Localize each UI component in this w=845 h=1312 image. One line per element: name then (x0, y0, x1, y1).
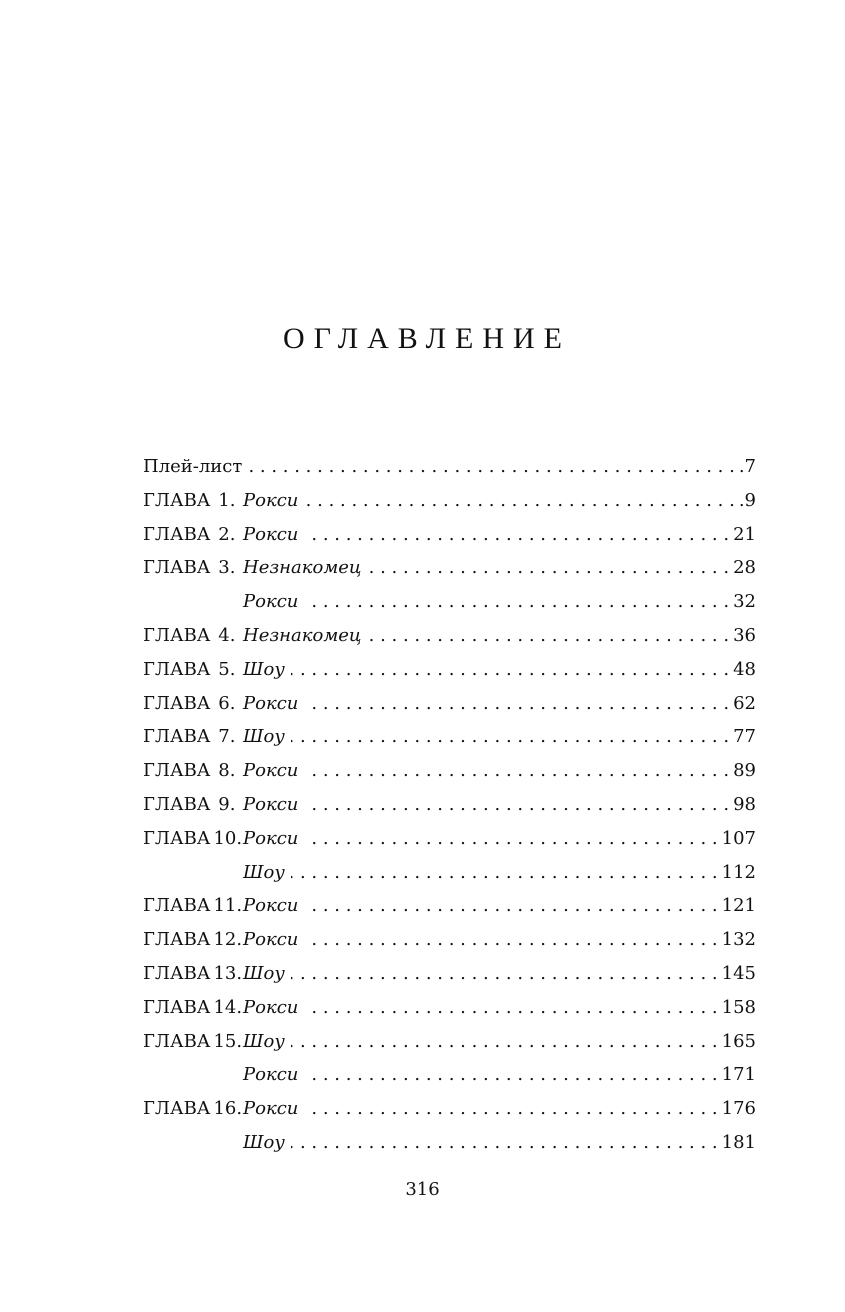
toc-page-number: 158 (721, 996, 756, 1018)
toc-chapter-name: Шоу (243, 861, 285, 883)
toc-entry[interactable] (143, 822, 756, 856)
toc-entry-label: Плей-лист (143, 456, 243, 477)
toc-leader-dots (304, 788, 729, 822)
toc-page-number: 112 (721, 861, 756, 883)
toc-chapter-word: ГЛАВА (143, 658, 211, 680)
toc-chapter-name: Шоу (243, 658, 285, 680)
toc-page-number: 28 (733, 557, 756, 579)
toc-chapter-number: 5. (218, 658, 236, 680)
toc-entry[interactable] (143, 1058, 756, 1092)
toc-chapter-number: 9. (218, 793, 236, 815)
toc-chapter-name: Рокси (243, 1064, 299, 1086)
toc-entry[interactable] (143, 450, 756, 484)
toc-leader-dots (304, 518, 729, 552)
toc-entry[interactable] (143, 1126, 756, 1160)
toc-chapter-word: ГЛАВА (143, 624, 211, 646)
toc-entry[interactable] (143, 991, 756, 1025)
toc-page-number: 32 (733, 591, 756, 613)
toc-leader-dots (291, 856, 718, 890)
toc-entry[interactable] (143, 889, 756, 923)
toc-entry[interactable] (143, 484, 756, 518)
toc-chapter-heading (143, 687, 239, 721)
toc-chapter-heading (143, 754, 239, 788)
toc-chapter-word: ГЛАВА (143, 895, 211, 917)
toc-chapter-number: 4. (218, 624, 236, 646)
toc-page-number: 165 (721, 1030, 756, 1052)
toc-chapter-name: Рокси (243, 692, 299, 714)
toc-chapter-heading (143, 551, 239, 585)
toc-entry[interactable] (143, 1025, 756, 1059)
toc-chapter-heading (143, 619, 239, 653)
toc-page-number: 145 (721, 962, 756, 984)
toc-chapter-number: 6. (218, 692, 236, 714)
toc-leader-dots (367, 551, 729, 585)
toc-chapter-name: Рокси (243, 1098, 299, 1120)
toc-chapter-number: 16. (213, 1098, 243, 1120)
toc-page-number: 176 (721, 1098, 756, 1120)
toc-entry[interactable] (143, 619, 756, 653)
toc-leader-dots (248, 450, 734, 484)
toc-entry[interactable] (143, 957, 756, 991)
toc-leader-dots (304, 991, 717, 1025)
toc-chapter-heading (143, 484, 239, 518)
toc-page-number: 121 (721, 895, 756, 917)
toc-chapter-word: ГЛАВА (143, 1098, 211, 1120)
toc-entry[interactable] (143, 1092, 756, 1126)
toc-chapter-name: Шоу (243, 1030, 285, 1052)
toc-chapter-word: ГЛАВА (143, 523, 211, 545)
toc-chapter-heading (143, 653, 239, 687)
toc-chapter-heading (143, 1092, 243, 1126)
toc-chapter-number: 10. (213, 827, 243, 849)
toc-page-number: 171 (721, 1064, 756, 1086)
toc-chapter-heading (143, 991, 243, 1025)
toc-chapter-number: 13. (213, 962, 243, 984)
page-title: ОГЛАВЛЕНИЕ (283, 322, 571, 355)
toc-chapter-word: ГЛАВА (143, 793, 211, 815)
toc-chapter-heading (143, 788, 239, 822)
page-number: 316 (405, 1179, 440, 1200)
toc-page-number: .9 (738, 489, 756, 511)
toc-entry[interactable] (143, 585, 756, 619)
toc-leader-dots (304, 1092, 717, 1126)
toc-leader-dots (304, 585, 729, 619)
toc-page-number: 36 (733, 624, 756, 646)
toc-chapter-name: Незнакомец (243, 557, 362, 579)
toc-leader-dots (304, 889, 717, 923)
toc-leader-dots (304, 687, 729, 721)
toc-chapter-name: Рокси (243, 793, 299, 815)
toc-page-number: 89 (733, 760, 756, 782)
toc-chapter-word: ГЛАВА (143, 726, 211, 748)
toc-leader-dots (291, 720, 729, 754)
toc-leader-dots (291, 653, 729, 687)
toc-entry[interactable] (143, 754, 756, 788)
toc-chapter-name: Рокси (243, 489, 299, 511)
toc-leader-dots (367, 619, 729, 653)
toc-chapter-number: 7. (218, 726, 236, 748)
toc-chapter-word: ГЛАВА (143, 929, 211, 951)
toc-page-number: 98 (733, 793, 756, 815)
toc-chapter-heading (143, 822, 243, 856)
toc-page-number: 21 (733, 523, 756, 545)
toc-chapter-number: 2. (218, 523, 236, 545)
toc-entry[interactable] (143, 687, 756, 721)
toc-chapter-name: Рокси (243, 523, 299, 545)
toc-page-number: 181 (721, 1131, 756, 1153)
toc-chapter-heading (143, 720, 239, 754)
toc-chapter-heading (143, 518, 239, 552)
toc-chapter-name: Шоу (243, 726, 285, 748)
toc-page-number: 132 (721, 929, 756, 951)
toc-chapter-number: 15. (213, 1030, 243, 1052)
toc-leader-dots (304, 754, 729, 788)
toc-leader-dots (291, 1126, 718, 1160)
toc-chapter-number: 12. (213, 929, 243, 951)
toc-leader-dots (304, 1058, 717, 1092)
toc-entry[interactable] (143, 923, 756, 957)
toc-chapter-heading (143, 957, 243, 991)
toc-page-number: 62 (733, 692, 756, 714)
toc-chapter-word: ГЛАВА (143, 692, 211, 714)
toc-page-number: 107 (721, 827, 756, 849)
toc-chapter-number: 8. (218, 760, 236, 782)
toc-entry[interactable] (143, 518, 756, 552)
toc-chapter-word: ГЛАВА (143, 996, 211, 1018)
toc-leader-dots (304, 923, 717, 957)
toc-chapter-name: Незнакомец (243, 624, 362, 646)
toc-leader-dots (291, 1025, 718, 1059)
toc-chapter-heading (143, 923, 243, 957)
toc-chapter-heading (143, 1025, 243, 1059)
toc-leader-dots (304, 484, 734, 518)
toc-chapter-word: ГЛАВА (143, 827, 211, 849)
toc-chapter-word: ГЛАВА (143, 489, 211, 511)
toc-entry[interactable] (143, 856, 756, 890)
toc-chapter-name: Рокси (243, 591, 299, 613)
toc-chapter-number: 14. (213, 996, 243, 1018)
toc-page-number: 77 (733, 726, 756, 748)
toc-page-number: 48 (733, 658, 756, 680)
toc-leader-dots (304, 822, 717, 856)
toc-entry[interactable] (143, 720, 756, 754)
toc-chapter-name: Шоу (243, 962, 285, 984)
toc-chapter-name: Рокси (243, 760, 299, 782)
toc-chapter-word: ГЛАВА (143, 1030, 211, 1052)
table-of-contents (143, 450, 756, 1160)
toc-chapter-number: 3. (218, 557, 236, 579)
toc-chapter-name: Шоу (243, 1131, 285, 1153)
toc-chapter-number: 11. (213, 895, 243, 917)
toc-chapter-heading (143, 889, 243, 923)
toc-entry[interactable] (143, 551, 756, 585)
toc-page-number: .7 (738, 456, 756, 477)
toc-chapter-number: 1. (218, 489, 236, 511)
toc-chapter-name: Рокси (243, 996, 299, 1018)
toc-chapter-word: ГЛАВА (143, 962, 211, 984)
toc-chapter-name: Рокси (243, 929, 299, 951)
toc-chapter-word: ГЛАВА (143, 557, 211, 579)
toc-chapter-name: Рокси (243, 895, 299, 917)
toc-chapter-word: ГЛАВА (143, 760, 211, 782)
toc-entry[interactable] (143, 788, 756, 822)
toc-entry[interactable] (143, 653, 756, 687)
toc-chapter-name: Рокси (243, 827, 299, 849)
toc-leader-dots (291, 957, 718, 991)
